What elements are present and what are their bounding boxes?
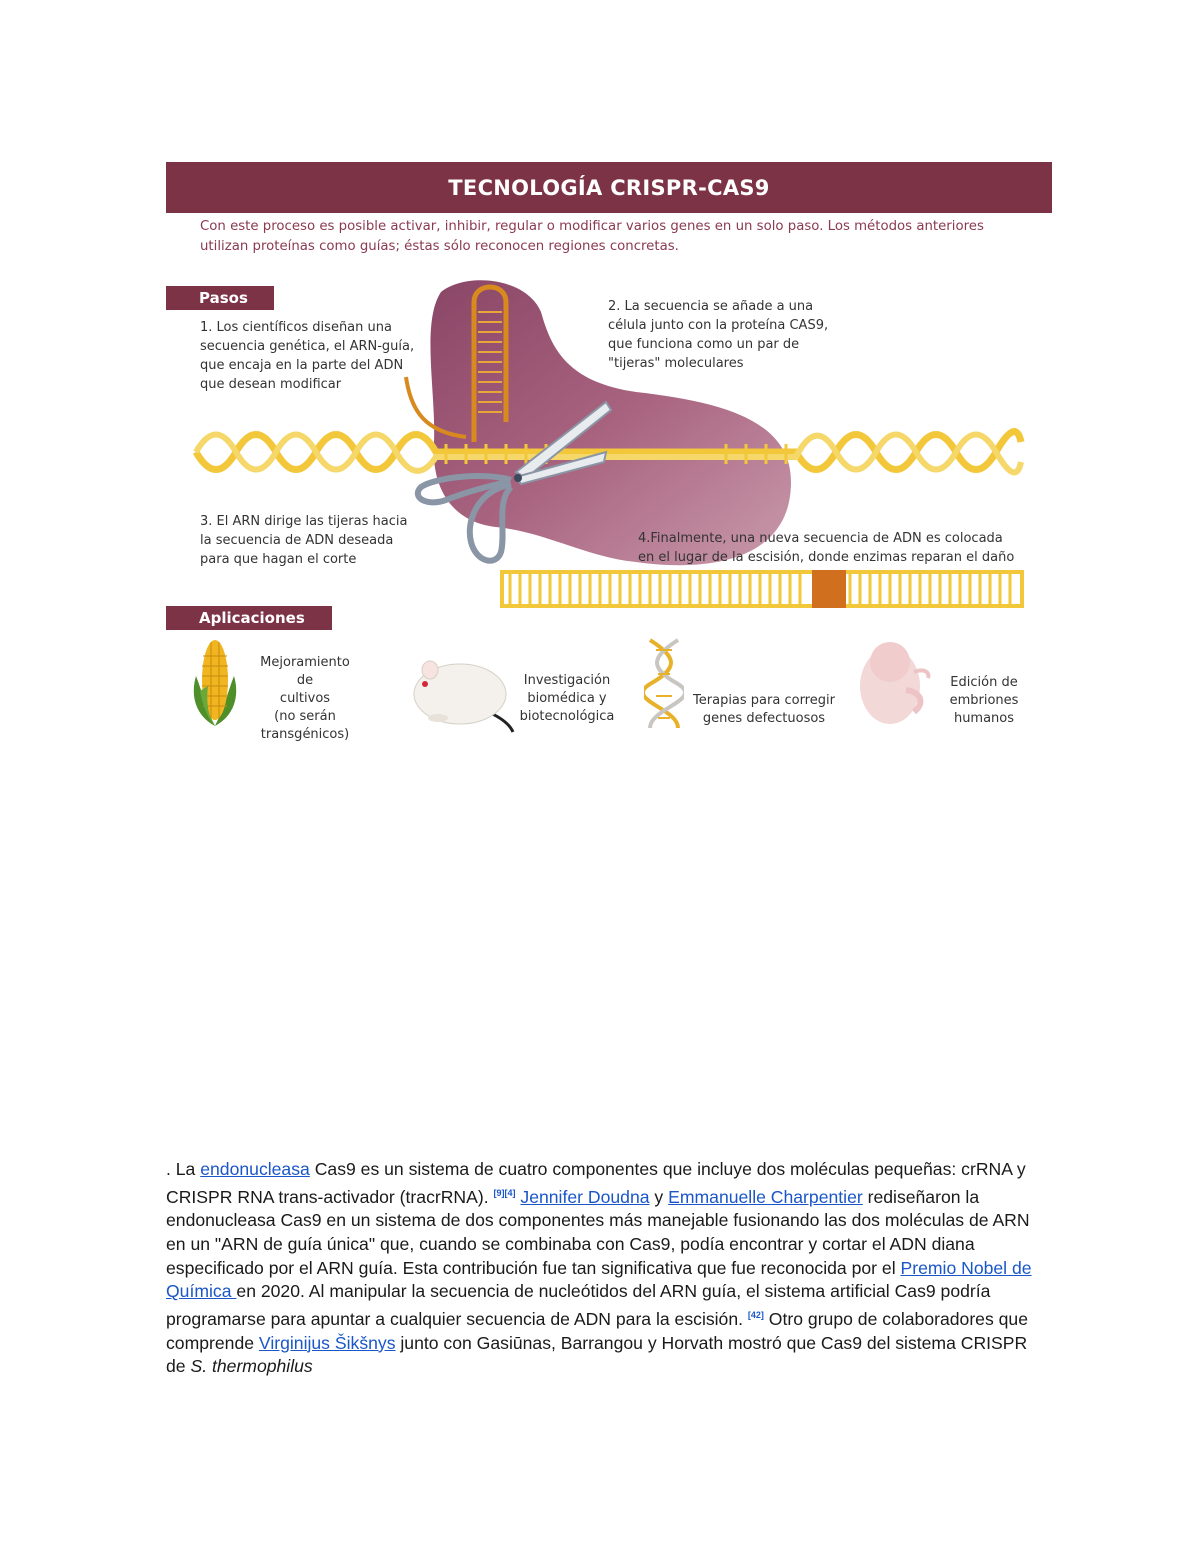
app-label-line: embriones xyxy=(949,693,1019,708)
link-emmanuelle-charpentier[interactable]: Emmanuelle Charpentier xyxy=(668,1186,863,1207)
text-run: . La xyxy=(166,1159,201,1179)
reference-link[interactable]: [42] xyxy=(747,1310,764,1321)
app-label-line: transgénicos) xyxy=(260,727,350,742)
app-label-line: genes defectuosos xyxy=(702,711,826,726)
intro-line: utilizan proteínas como guías; éstas sólo reconocen regiones concretas. xyxy=(200,239,679,254)
step-line: 2. La secuencia se añade a una xyxy=(608,299,814,314)
link-jennifer-doudna[interactable]: Jennifer Doudna xyxy=(520,1186,650,1207)
species-name: S. thermophilus xyxy=(190,1356,313,1377)
step-line: para que hagan el corte xyxy=(200,552,357,567)
link-premio-nobel[interactable]: Premio Nobel de Química xyxy=(166,1257,1032,1302)
app-label-line: Investigación xyxy=(523,673,611,688)
link-virginijus-siksnys[interactable]: Virginijus Šikšnys xyxy=(258,1332,396,1353)
step-2-text xyxy=(608,297,848,373)
embryo-icon xyxy=(854,632,938,728)
step-line: "tijeras" moleculares xyxy=(608,356,744,371)
dna-icon xyxy=(644,638,684,730)
text-run: junto con Gasiūnas, Barrangou y Horvath mostró que Cas9 del sistema CRISPR de xyxy=(166,1332,1028,1377)
text-run: Cas9 es un sistema de cuatro componentes que incluye dos moléculas pequeñas: crRNA y CRISPR RNA trans-activador (tracrRNA). xyxy=(166,1159,1026,1207)
step-line: que desean modificar xyxy=(200,377,342,392)
text-run: rediseñaron la endonucleasa Cas9 en un sistema de dos componentes más manejable fusionando las dos moléculas de ARN en un "ARN de guía única" que, cuando se combinaba con Cas9, podía encontrar y cortar el ADN diana especificado por el ARN guía. Esta contribución fue tan significativa que fue reconocida por el xyxy=(166,1186,1030,1278)
step-line: 1. Los científicos diseñan una xyxy=(200,320,392,335)
step-line: que funciona como un par de xyxy=(608,337,800,352)
step-line: secuencia genética, el ARN-guía, xyxy=(200,339,415,354)
steps-tag: Pasos xyxy=(166,286,274,310)
text-run: y xyxy=(649,1186,669,1207)
step-4-text xyxy=(638,529,1038,567)
infographic-title: TECNOLOGÍA CRISPR-CAS9 xyxy=(448,175,770,200)
step-line: célula junto con la proteína CAS9, xyxy=(608,318,829,333)
app-label-line: biotecnológica xyxy=(519,709,615,724)
infographic-intro xyxy=(200,217,1040,257)
article-paragraph xyxy=(166,1158,1046,1379)
step-line: la secuencia de ADN deseada xyxy=(200,533,394,548)
app-label-line: Edición de xyxy=(950,675,1018,690)
app-label-line: Mejoramiento de xyxy=(260,655,350,688)
app-label-line: Terapias para corregir xyxy=(693,693,835,708)
step-line: que encaja en la parte del ADN xyxy=(200,358,404,373)
applications-tag: Aplicaciones xyxy=(166,606,332,630)
app-label-line: (no serán xyxy=(274,709,336,724)
app-label-embryos xyxy=(934,674,1034,728)
infographic-title-bar xyxy=(166,162,1052,213)
step-1-text xyxy=(200,318,440,394)
intro-line: Con este proceso es posible activar, inhibir, regular o modificar varios genes en un solo paso. Los métodos anteriores xyxy=(200,219,984,234)
crispr-infographic xyxy=(166,162,1052,762)
text-run: Otro grupo de colaboradores que comprende xyxy=(166,1308,1028,1353)
reference-link[interactable]: [9][4] xyxy=(493,1187,516,1198)
app-label-research xyxy=(512,672,622,726)
step-line: 3. El ARN dirige las tijeras hacia xyxy=(200,514,408,529)
app-label-therapies xyxy=(684,692,844,728)
repaired-dna-shape xyxy=(502,570,1022,608)
app-label-line: humanos xyxy=(953,711,1015,726)
app-label-line: biomédica y xyxy=(527,691,607,706)
step-3-text xyxy=(200,512,440,569)
step-line: en el lugar de la escisión, donde enzimas reparan el daño xyxy=(638,550,1015,565)
step-line: 4.Finalmente, una nueva secuencia de ADN es colocada xyxy=(638,531,1003,546)
app-label-line: cultivos xyxy=(279,691,331,706)
text-run: en 2020. Al manipular la secuencia de nucleótidos del ARN guía, el sistema artificial Cas9 podría programarse para apuntar a cualquier secuencia de ADN para la escisión. xyxy=(166,1281,991,1329)
link-endonucleasa[interactable]: endonucleasa xyxy=(200,1159,310,1179)
app-label-crops xyxy=(250,654,360,744)
corn-icon xyxy=(190,636,240,728)
mouse-icon xyxy=(408,650,518,734)
